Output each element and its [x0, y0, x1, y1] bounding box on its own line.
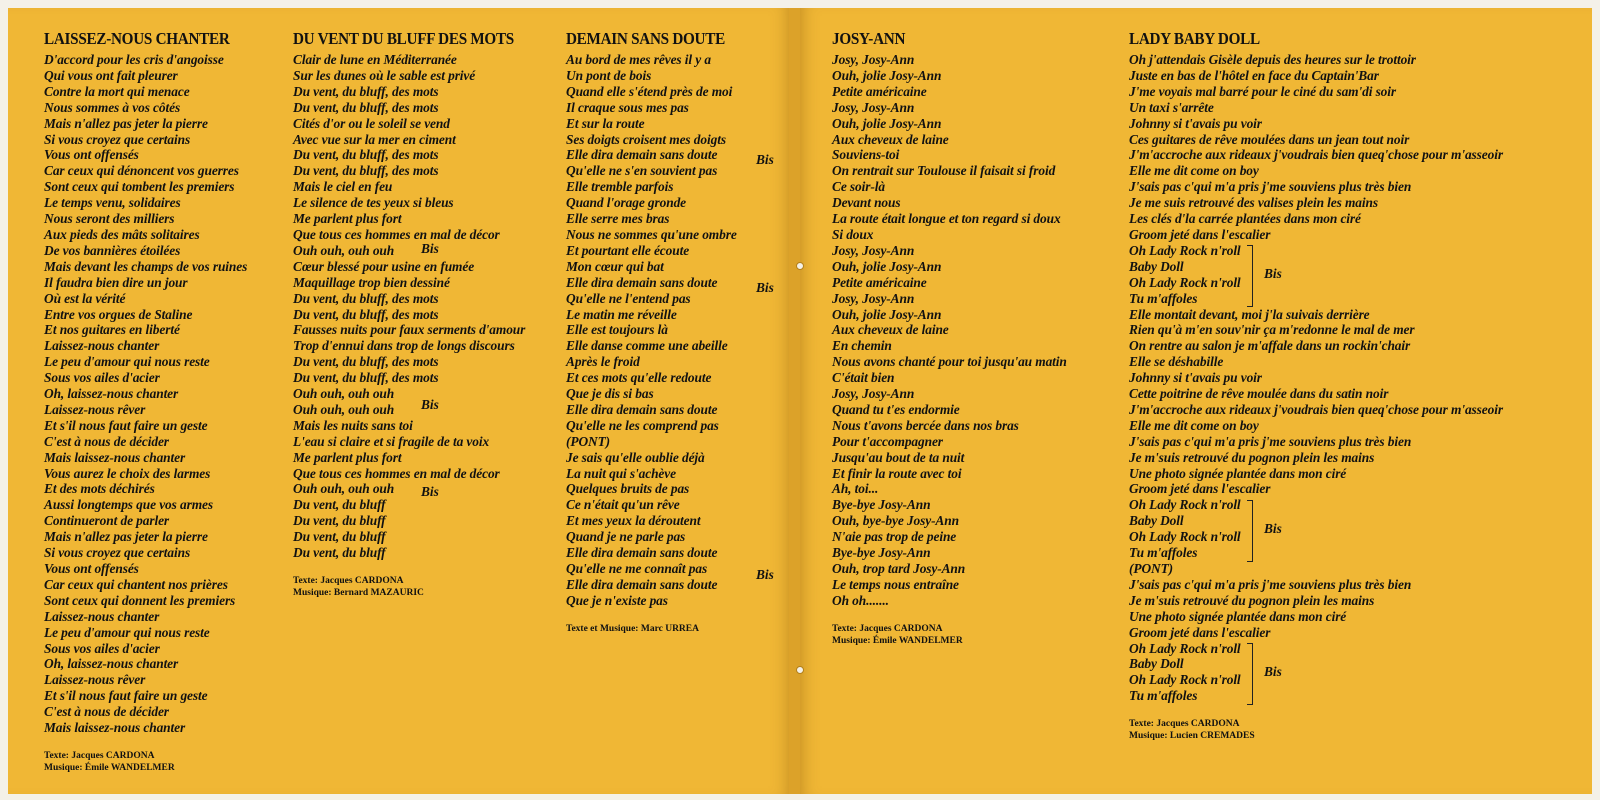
lyric-line: Nous avons chanté pour toi jusqu'au matin — [832, 354, 1067, 370]
lyric-line: Cœur blessé pour usine en fumée — [293, 258, 475, 274]
lyric-line: Mais devant les champs de vos ruines — [44, 258, 248, 274]
lyric-line: Du vent, du bluff, des mots — [293, 306, 439, 322]
lyric-line: Une photo signée plantée dans mon ciré — [1129, 465, 1347, 481]
lyric-line: Qu'elle ne les comprend pas — [566, 417, 719, 433]
lyric-line: Sur les dunes où le sable est privé — [293, 67, 476, 83]
lyric-line: Fausses nuits pour faux serments d'amour — [293, 322, 526, 338]
lyric-line: Le peu d'amour qui nous reste — [44, 354, 210, 370]
lyric-line: Josy, Josy-Ann — [832, 290, 915, 306]
lyric-line: Cités d'or ou le soleil se vend — [293, 115, 450, 131]
lyric-line: Laissez-nous chanter — [44, 608, 160, 624]
lyric-line: Je m'suis retrouvé du pognon plein les mains — [1129, 592, 1375, 608]
lyric-line: Clair de lune en Méditerranée — [293, 52, 457, 67]
song-josy-ann — [832, 29, 1067, 647]
lyric-line: Et pourtant elle écoute — [566, 242, 690, 258]
lyric-line: Elle me dit come on boy — [1129, 417, 1259, 433]
lyric-line: Baby Doll — [1129, 258, 1184, 274]
lyric-line: Après le froid — [566, 354, 640, 370]
song-credits — [293, 575, 533, 599]
lyric-line: Ouh, trop tard Josy-Ann — [832, 561, 966, 576]
lyric-line: Et finir la route avec toi — [832, 465, 962, 481]
lyric-line: Bye-bye Josy-Ann — [832, 545, 931, 561]
credit-line: Musique: Émile WANDELMER — [832, 635, 963, 646]
lyric-line: De vos bannières étoilées — [44, 242, 181, 258]
bis-marker: Bis — [421, 241, 439, 256]
lyric-line: (PONT) — [1129, 561, 1174, 576]
lyric-line: Baby Doll — [1129, 656, 1184, 672]
lyric-line: Que je dis si bas — [566, 386, 654, 402]
lyric-line: En chemin — [832, 338, 892, 354]
lyric-line: Et nos guitares en liberté — [44, 322, 180, 338]
lyric-line: Quelques bruits de pas — [566, 481, 690, 497]
lyric-line: Oh Lady Rock n'roll — [1129, 640, 1241, 656]
lyric-line: Groom jeté dans l'escalier — [1129, 624, 1271, 640]
lyrics — [832, 52, 1067, 609]
lyric-line: L'eau si claire et si fragile de ta voix — [293, 433, 490, 449]
lyric-line: Nous sommes à vos côtés — [44, 99, 181, 115]
lyric-line: Du vent, du bluff, des mots — [293, 83, 439, 99]
lyric-line: Ouh ouh, ouh ouh — [293, 401, 395, 417]
lyric-line: Du vent, du bluff, des mots — [293, 163, 439, 179]
lyric-line: Du vent, du bluff — [293, 529, 386, 545]
lyric-line: Elle tremble parfois — [566, 179, 674, 195]
lyric-line: Tu m'affoles — [1129, 290, 1198, 306]
lyric-line: Elle dira demain sans doute — [566, 401, 718, 417]
lyric-line: On rentre au salon je m'affale dans un rockin'chair — [1129, 338, 1411, 354]
lyric-line: Ouh, jolie Josy-Ann — [832, 306, 942, 322]
lyric-line: J'me voyais mal barré pour le ciné du sam'di soir — [1129, 83, 1397, 99]
lyric-line: Sont ceux qui donnent les premiers — [44, 592, 236, 608]
song-title: DU VENT DU BLUFF DES MOTS — [293, 29, 514, 48]
lyric-line: Vous aurez le choix des larmes — [44, 465, 211, 481]
lyric-line: Contre la mort qui menace — [44, 83, 190, 99]
song-demain-sans-doute — [566, 29, 774, 635]
lyrics — [1129, 52, 1503, 704]
lyric-line: Ouh ouh, ouh ouh — [293, 242, 395, 258]
lyric-line: Qu'elle ne me connaît pas — [566, 561, 708, 576]
lyrics — [566, 52, 739, 609]
lyric-line: Et des mots déchirés — [44, 481, 155, 497]
lyric-line: J'sais pas c'qui m'a pris j'me souviens plus très bien — [1129, 576, 1412, 592]
lyric-line: La nuit qui s'achève — [566, 465, 676, 481]
lyric-line: Nous ne sommes qu'une ombre — [566, 226, 737, 242]
bis-marker: Bis — [1264, 664, 1282, 679]
lyric-line: Devant nous — [832, 195, 901, 211]
lyric-line: (PONT) — [566, 433, 611, 449]
lyric-line: Ouh, jolie Josy-Ann — [832, 115, 942, 131]
lyric-line: Ouh ouh, ouh ouh — [293, 386, 395, 402]
song-laissez-nous-chanter — [44, 29, 247, 774]
lyric-line: Mais laissez-nous chanter — [44, 449, 186, 465]
lyric-line: Mais les nuits sans toi — [293, 417, 413, 433]
lyric-line: Quand l'orage gronde — [566, 195, 687, 211]
lyric-line: Groom jeté dans l'escalier — [1129, 226, 1271, 242]
lyric-line: Johnny si t'avais pu voir — [1129, 370, 1262, 386]
lyric-line: Ce n'était qu'un rêve — [566, 497, 680, 513]
lyric-line: Continueront de parler — [44, 513, 170, 529]
lyric-line: Le silence de tes yeux si bleus — [293, 195, 454, 211]
lyric-line: Vous ont offensés — [44, 561, 139, 576]
lyric-line: Josy, Josy-Ann — [832, 242, 915, 258]
lyric-line: Rien qu'à m'en souv'nir ça m'redonne le mal de mer — [1129, 322, 1415, 338]
lyric-line: Aux cheveux de laine — [832, 322, 949, 338]
lyric-line: Car ceux qui chantent nos prières — [44, 576, 228, 592]
bis-marker: Bis — [756, 567, 774, 582]
lyric-line: Du vent, du bluff — [293, 545, 386, 561]
bis-marker: Bis — [1264, 521, 1282, 536]
lyric-line: Ses doigts croisent mes doigts — [566, 131, 726, 147]
credit-line: Texte: Jacques CARDONA — [293, 576, 404, 586]
lyric-line: Petite américaine — [832, 274, 927, 290]
lyric-line: Mon cœur qui bat — [566, 258, 664, 274]
lyric-line: Ces guitares de rêve moulées dans un jean tout noir — [1129, 131, 1410, 147]
lyric-line: Ah, toi... — [832, 481, 879, 497]
staple-hole-top — [796, 262, 804, 270]
lyric-line: J'sais pas c'qui m'a pris j'me souviens plus très bien — [1129, 433, 1412, 449]
lyric-line: Si doux — [832, 226, 874, 242]
lyric-line: Nous seront des milliers — [44, 211, 175, 227]
lyric-line: Elle montait devant, moi j'la suivais derrière — [1129, 306, 1370, 322]
lyric-line: Au bord de mes rêves il y a — [566, 52, 711, 67]
lyric-line: Josy, Josy-Ann — [832, 386, 915, 402]
lyric-line: Si vous croyez que certains — [44, 131, 191, 147]
lyric-line: Ouh, jolie Josy-Ann — [832, 258, 942, 274]
lyric-line: Trop d'ennui dans trop de longs discours — [293, 338, 515, 354]
lyric-line: Elle se déshabille — [1129, 354, 1224, 370]
lyric-line: Johnny si t'avais pu voir — [1129, 115, 1262, 131]
song-credits — [1129, 718, 1503, 742]
credit-line: Musique: Lucien CREMADES — [1129, 731, 1255, 742]
lyric-line: J'm'accroche aux rideaux j'voudrais bien queq'chose pour m'asseoir — [1129, 401, 1503, 417]
lyric-line: C'est à nous de décider — [44, 704, 169, 720]
lyric-line: Elle est toujours là — [566, 322, 668, 338]
song-lady-baby-doll — [1129, 29, 1503, 742]
lyric-line: Je me suis retrouvé des valises plein les mains — [1129, 195, 1378, 211]
song-credits — [566, 623, 739, 635]
lyric-line: Pour t'accompagner — [832, 433, 943, 449]
lyric-line: J'm'accroche aux rideaux j'voudrais bien queq'chose pour m'asseoir — [1129, 147, 1503, 163]
lyric-line: Sous vos ailes d'acier — [44, 370, 160, 386]
lyric-line: Le temps venu, solidaires — [44, 195, 181, 211]
lyric-line: Me parlent plus fort — [293, 211, 402, 227]
lyric-line: Qu'elle ne l'entend pas — [566, 290, 691, 306]
lyric-line: Ouh, jolie Josy-Ann — [832, 67, 942, 83]
lyric-line: Oh, laissez-nous chanter — [44, 386, 179, 402]
lyric-line: C'était bien — [832, 370, 895, 386]
credit-line: Texte: Jacques CARDONA — [44, 750, 155, 761]
lyric-line: Que tous ces hommes en mal de décor — [293, 465, 500, 481]
song-credits — [44, 750, 247, 774]
lyric-line: Le matin me réveille — [566, 306, 677, 322]
lyric-line: Josy, Josy-Ann — [832, 52, 915, 67]
lyric-line: Ouh ouh, ouh ouh — [293, 481, 395, 497]
lyric-line: Oh Lady Rock n'roll — [1129, 529, 1241, 545]
lyric-line: Aux pieds des mâts solitaires — [44, 226, 200, 242]
lyric-line: La route était longue et ton regard si doux — [832, 211, 1061, 227]
lyric-line: Il craque sous mes pas — [566, 99, 689, 115]
credit-line: Musique: Bernard MAZAURIC — [293, 588, 424, 598]
song-credits — [832, 623, 1067, 647]
lyric-line: Quand tu t'es endormie — [832, 401, 960, 417]
lyric-line: J'sais pas c'qui m'a pris j'me souviens plus très bien — [1129, 179, 1412, 195]
lyric-line: Groom jeté dans l'escalier — [1129, 481, 1271, 497]
lyric-line: Elle danse comme une abeille — [566, 338, 728, 354]
lyric-line: Elle serre mes bras — [566, 211, 670, 227]
lyric-line: Du vent, du bluff, des mots — [293, 99, 439, 115]
bis-marker: Bis — [756, 152, 774, 167]
lyric-line: Oh, laissez-nous chanter — [44, 656, 179, 672]
song-title: JOSY-ANN — [832, 29, 906, 48]
lyric-line: Laissez-nous rêver — [44, 672, 146, 688]
staple-hole-bottom — [796, 666, 804, 674]
lyric-line: Jusqu'au bout de ta nuit — [832, 449, 965, 465]
lyric-line: Les clés d'la carrée plantées dans mon ciré — [1129, 211, 1361, 227]
lyric-line: Qu'elle ne s'en souvient pas — [566, 163, 718, 179]
lyric-line: Du vent, du bluff, des mots — [293, 354, 439, 370]
lyric-line: Un taxi s'arrête — [1129, 99, 1214, 115]
lyric-line: Laissez-nous chanter — [44, 338, 160, 354]
lyric-line: Elle dira demain sans doute — [566, 545, 718, 561]
lyric-line: Le peu d'amour qui nous reste — [44, 624, 210, 640]
lyric-line: Juste en bas de l'hôtel en face du Captain'Bar — [1129, 67, 1379, 83]
bis-bracket — [1247, 643, 1253, 705]
bis-bracket — [1247, 245, 1253, 307]
lyric-line: C'est à nous de décider — [44, 433, 169, 449]
lyric-line: Car ceux qui dénoncent vos guerres — [44, 163, 239, 179]
lyric-line: Et sur la route — [566, 115, 645, 131]
lyric-line: Sont ceux qui tombent les premiers — [44, 179, 235, 195]
lyric-line: Un pont de bois — [566, 67, 652, 83]
lyric-line: Une photo signée plantée dans mon ciré — [1129, 608, 1347, 624]
lyric-line: Ce soir-là — [832, 179, 885, 195]
lyric-line: Elle dira demain sans doute — [566, 576, 718, 592]
lyric-line: Josy, Josy-Ann — [832, 99, 915, 115]
lyric-line: Que tous ces hommes en mal de décor — [293, 226, 500, 242]
lyric-line: Me parlent plus fort — [293, 449, 402, 465]
lyric-line: Qui vous ont fait pleurer — [44, 67, 178, 83]
lyric-line: Oh j'attendais Gisèle depuis des heures sur le trottoir — [1129, 52, 1416, 67]
lyric-line: Oh oh....... — [832, 592, 889, 608]
song-title: LAISSEZ-NOUS CHANTER — [44, 29, 230, 48]
lyric-line: Cette poitrine de rêve moulée dans du satin noir — [1129, 386, 1389, 402]
lyric-line: Du vent, du bluff, des mots — [293, 370, 439, 386]
bis-marker: Bis — [421, 397, 439, 412]
lyric-line: Ouh, bye-bye Josy-Ann — [832, 513, 959, 529]
lyric-line: Je m'suis retrouvé du pognon plein les mains — [1129, 449, 1375, 465]
lyric-line: Oh Lady Rock n'roll — [1129, 497, 1241, 513]
lyric-line: Elle me dit come on boy — [1129, 163, 1259, 179]
lyric-line: Et s'il nous faut faire un geste — [44, 417, 208, 433]
credit-line: Texte et Musique: Marc URREA — [566, 623, 699, 634]
credit-line: Musique: Émile WANDELMER — [44, 762, 175, 773]
lyric-line: Aux cheveux de laine — [832, 131, 949, 147]
lyric-line: Bye-bye Josy-Ann — [832, 497, 931, 513]
lyric-line: Et s'il nous faut faire un geste — [44, 688, 208, 704]
lyric-line: Oh Lady Rock n'roll — [1129, 672, 1241, 688]
song-title: DEMAIN SANS DOUTE — [566, 29, 725, 48]
lyric-line: Du vent, du bluff, des mots — [293, 290, 439, 306]
lyric-line: Elle dira demain sans doute — [566, 147, 718, 163]
lyric-line: Le temps nous entraîne — [832, 576, 959, 592]
lyric-line: N'aie pas trop de peine — [832, 529, 957, 545]
lyric-line: Où est la vérité — [44, 290, 126, 306]
lyric-line: Avec vue sur la mer en ciment — [293, 131, 456, 147]
lyric-line: On rentrait sur Toulouse il faisait si froid — [832, 163, 1056, 179]
lyric-line: Du vent, du bluff — [293, 497, 386, 513]
lyric-line: Quand elle s'étend près de moi — [566, 83, 733, 99]
lyric-line: Mais le ciel en feu — [293, 179, 393, 195]
lyric-line: D'accord pour les cris d'angoisse — [44, 52, 224, 67]
lyric-line: Mais laissez-nous chanter — [44, 720, 186, 736]
lyric-line: Petite américaine — [832, 83, 927, 99]
lyric-line: Vous ont offensés — [44, 147, 139, 163]
lyric-line: Du vent, du bluff, des mots — [293, 147, 439, 163]
lyric-line: Si vous croyez que certains — [44, 545, 191, 561]
lyric-line: Mais n'allez pas jeter la pierre — [44, 529, 208, 545]
lyric-line: Du vent, du bluff — [293, 513, 386, 529]
lyric-line: Mais n'allez pas jeter la pierre — [44, 115, 208, 131]
lyric-line: Oh Lady Rock n'roll — [1129, 274, 1241, 290]
lyric-line: Que je n'existe pas — [566, 592, 668, 608]
lyric-line: Souviens-toi — [832, 147, 900, 163]
lyric-line: Tu m'affoles — [1129, 545, 1198, 561]
bis-marker: Bis — [756, 280, 774, 295]
lyric-line: Et ces mots qu'elle redoute — [566, 370, 712, 386]
lyric-line: Tu m'affoles — [1129, 688, 1198, 704]
song-title: LADY BABY DOLL — [1129, 29, 1260, 48]
lyric-line: Baby Doll — [1129, 513, 1184, 529]
bis-marker: Bis — [1264, 266, 1282, 281]
credit-line: Texte: Jacques CARDONA — [1129, 719, 1240, 730]
lyric-line: Il faudra bien dire un jour — [44, 274, 188, 290]
lyric-line: Aussi longtemps que vos armes — [44, 497, 213, 513]
lyric-line: Je sais qu'elle oublie déjà — [566, 449, 705, 465]
lyrics — [293, 52, 533, 561]
bis-bracket — [1247, 500, 1253, 562]
song-du-vent-du-bluff — [293, 29, 533, 599]
lyric-line: Elle dira demain sans doute — [566, 274, 718, 290]
booklet-spine — [789, 8, 800, 794]
lyric-line: Quand je ne parle pas — [566, 529, 686, 545]
lyric-line: Maquillage trop bien dessiné — [293, 274, 450, 290]
lyric-line: Entre vos orgues de Staline — [44, 306, 193, 322]
lyric-line: Oh Lady Rock n'roll — [1129, 242, 1241, 258]
lyric-line: Sous vos ailes d'acier — [44, 640, 160, 656]
lyric-line: Nous t'avons bercée dans nos bras — [832, 417, 1019, 433]
bis-marker: Bis — [421, 484, 439, 499]
lyric-line: Et mes yeux la déroutent — [566, 513, 701, 529]
credit-line: Texte: Jacques CARDONA — [832, 623, 943, 634]
lyrics — [44, 52, 247, 736]
lyric-line: Laissez-nous rêver — [44, 401, 146, 417]
